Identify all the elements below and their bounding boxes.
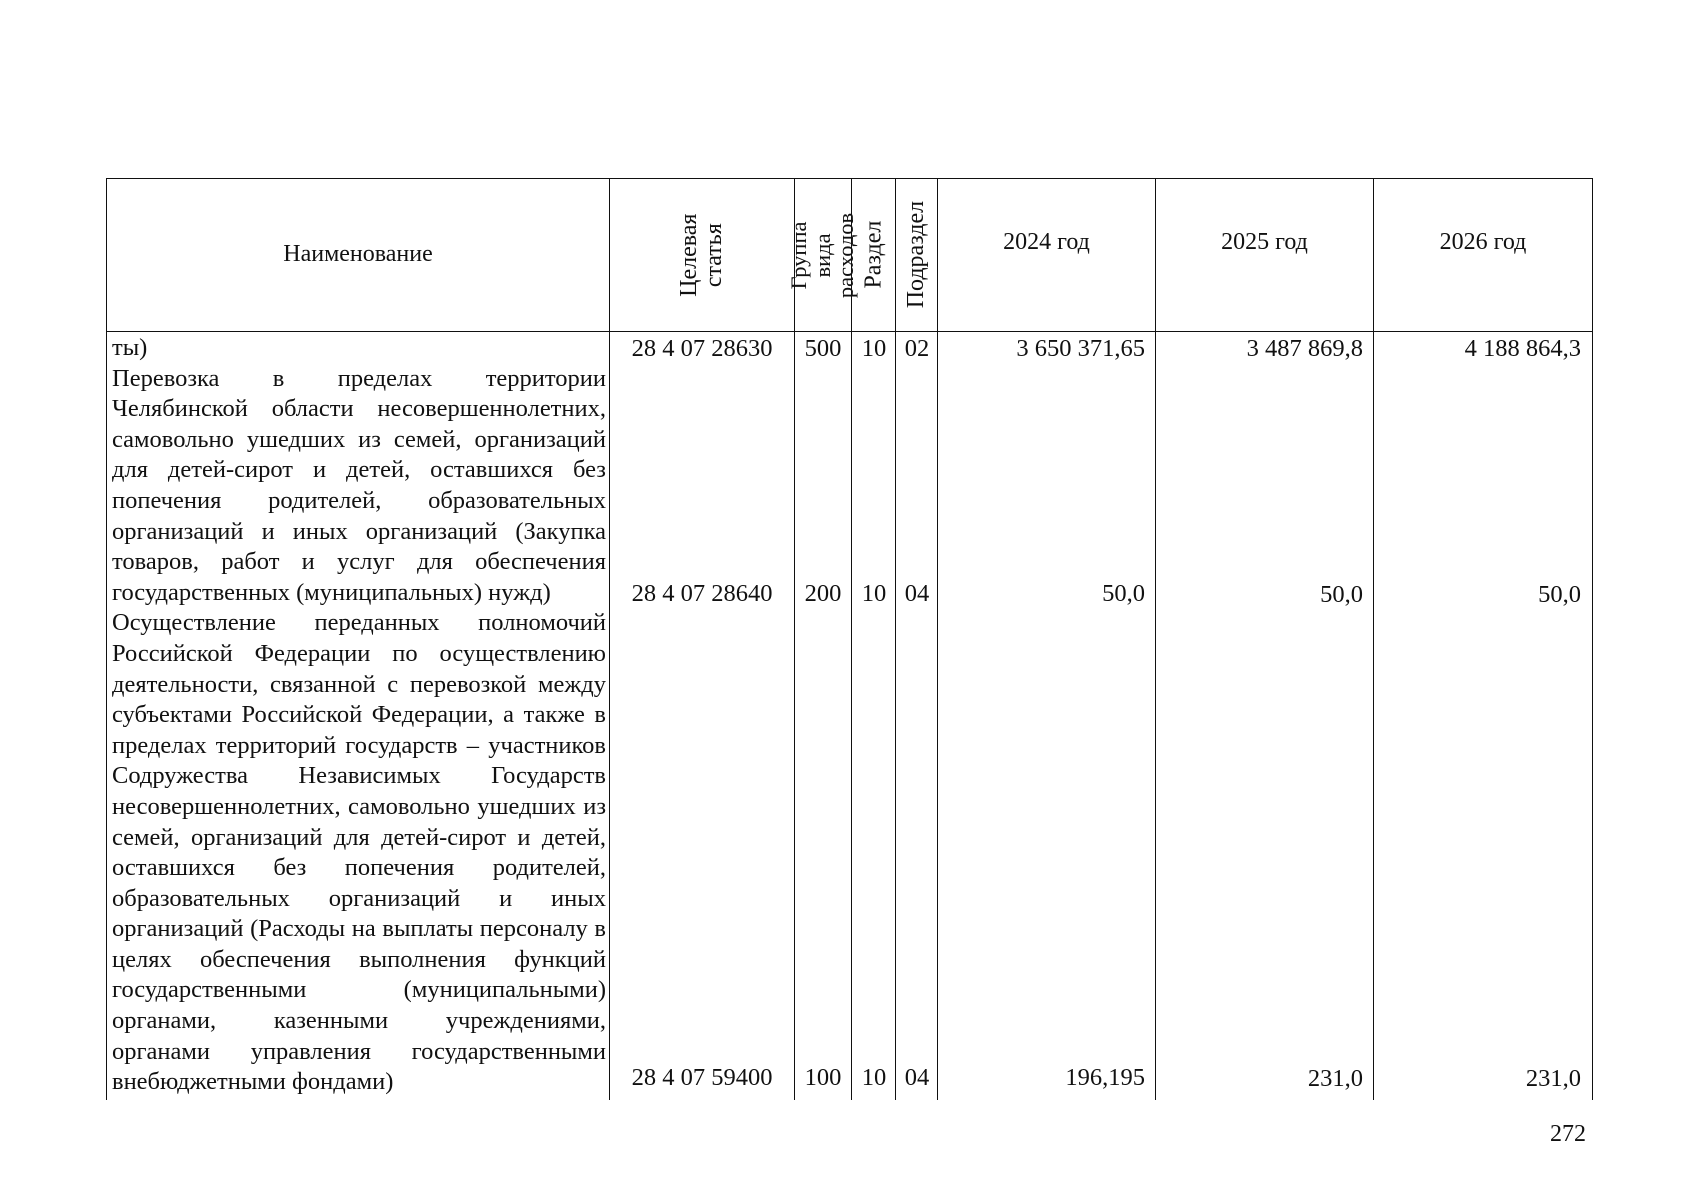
- header-year-2025-text: 2025 год: [1221, 229, 1308, 256]
- header-section: [852, 179, 895, 331]
- description-column: [112, 333, 606, 1098]
- row-3-2025: 231,0: [1307, 1065, 1363, 1092]
- row-2-section: 10: [861, 580, 887, 607]
- row-1-section: 10: [861, 335, 887, 362]
- row-3-subsection: 04: [904, 1064, 930, 1091]
- row-3-group: 100: [804, 1064, 842, 1091]
- row-1-code: 28 4 07 28630: [631, 335, 773, 362]
- row-2-code: 28 4 07 28640: [631, 580, 773, 607]
- header-name: [107, 179, 609, 331]
- page-number: 272: [1550, 1121, 1586, 1147]
- row-1-name: ты): [112, 334, 148, 361]
- row-2-group: 200: [804, 580, 842, 607]
- row-3-code: 28 4 07 59400: [631, 1064, 773, 1091]
- row-2-2024: 50,0: [1102, 580, 1145, 607]
- row-3-name: Осуществление переданных полномочий Российской Федерации по осуществлению деятельности, связанной с перевозкой между субъектами Российской Федерации, а также в пределах территорий государств – участников Содружества Независимых Государств несовершеннолетних, самовольно ушедших из семей, организаций для детей-сирот и детей, оставшихся без попечения родителей, образовательных организаций и иных организаций (Расходы на выплаты персоналу в целях обеспечения выполнения функций государственными (муниципальными) органами, казенными учреждениями, органами управления государственными внебюджетными фондами): [112, 609, 606, 1096]
- header-expense-group-text: Группа вида расходов: [786, 212, 859, 298]
- row-1-subsection: 02: [904, 335, 930, 362]
- row-1-2024: 3 650 371,65: [1016, 335, 1145, 362]
- row-2-2026: 50,0: [1538, 581, 1581, 608]
- header-year-2026: [1374, 179, 1592, 307]
- row-3-section: 10: [861, 1064, 887, 1091]
- row-1-2026: 4 188 864,3: [1464, 335, 1581, 362]
- header-year-2024: [938, 179, 1155, 307]
- header-year-2026-text: 2026 год: [1439, 229, 1527, 256]
- header-name-text: Наименование: [283, 241, 433, 268]
- header-subsection-text: Подраздел: [902, 201, 929, 309]
- header-year-2025: [1156, 179, 1373, 307]
- header-year-2024-text: 2024 год: [1003, 229, 1090, 256]
- row-3-2024: 196,195: [1065, 1064, 1145, 1091]
- header-target-article: [610, 179, 794, 331]
- row-3-2026: 231,0: [1525, 1065, 1581, 1092]
- row-2-name: Перевозка в пределах территории Челябинской области несовершеннолетних, самовольно ушедших из семей, организаций для детей-сирот и детей, оставшихся без попечения родителей, образовательных организаций и иных организаций (Закупка товаров, работ и услуг для обеспечения государственных (муниципальных) нужд): [112, 364, 606, 606]
- row-2-2025: 50,0: [1320, 581, 1363, 608]
- header-expense-group: [786, 179, 859, 331]
- header-subsection: [896, 179, 937, 331]
- row-1-2025: 3 487 869,8: [1246, 335, 1363, 362]
- header-target-article-text: Целевая статья: [675, 213, 727, 297]
- header-section-text: Раздел: [859, 221, 886, 289]
- row-2-subsection: 04: [904, 580, 930, 607]
- row-1-group: 500: [804, 335, 842, 362]
